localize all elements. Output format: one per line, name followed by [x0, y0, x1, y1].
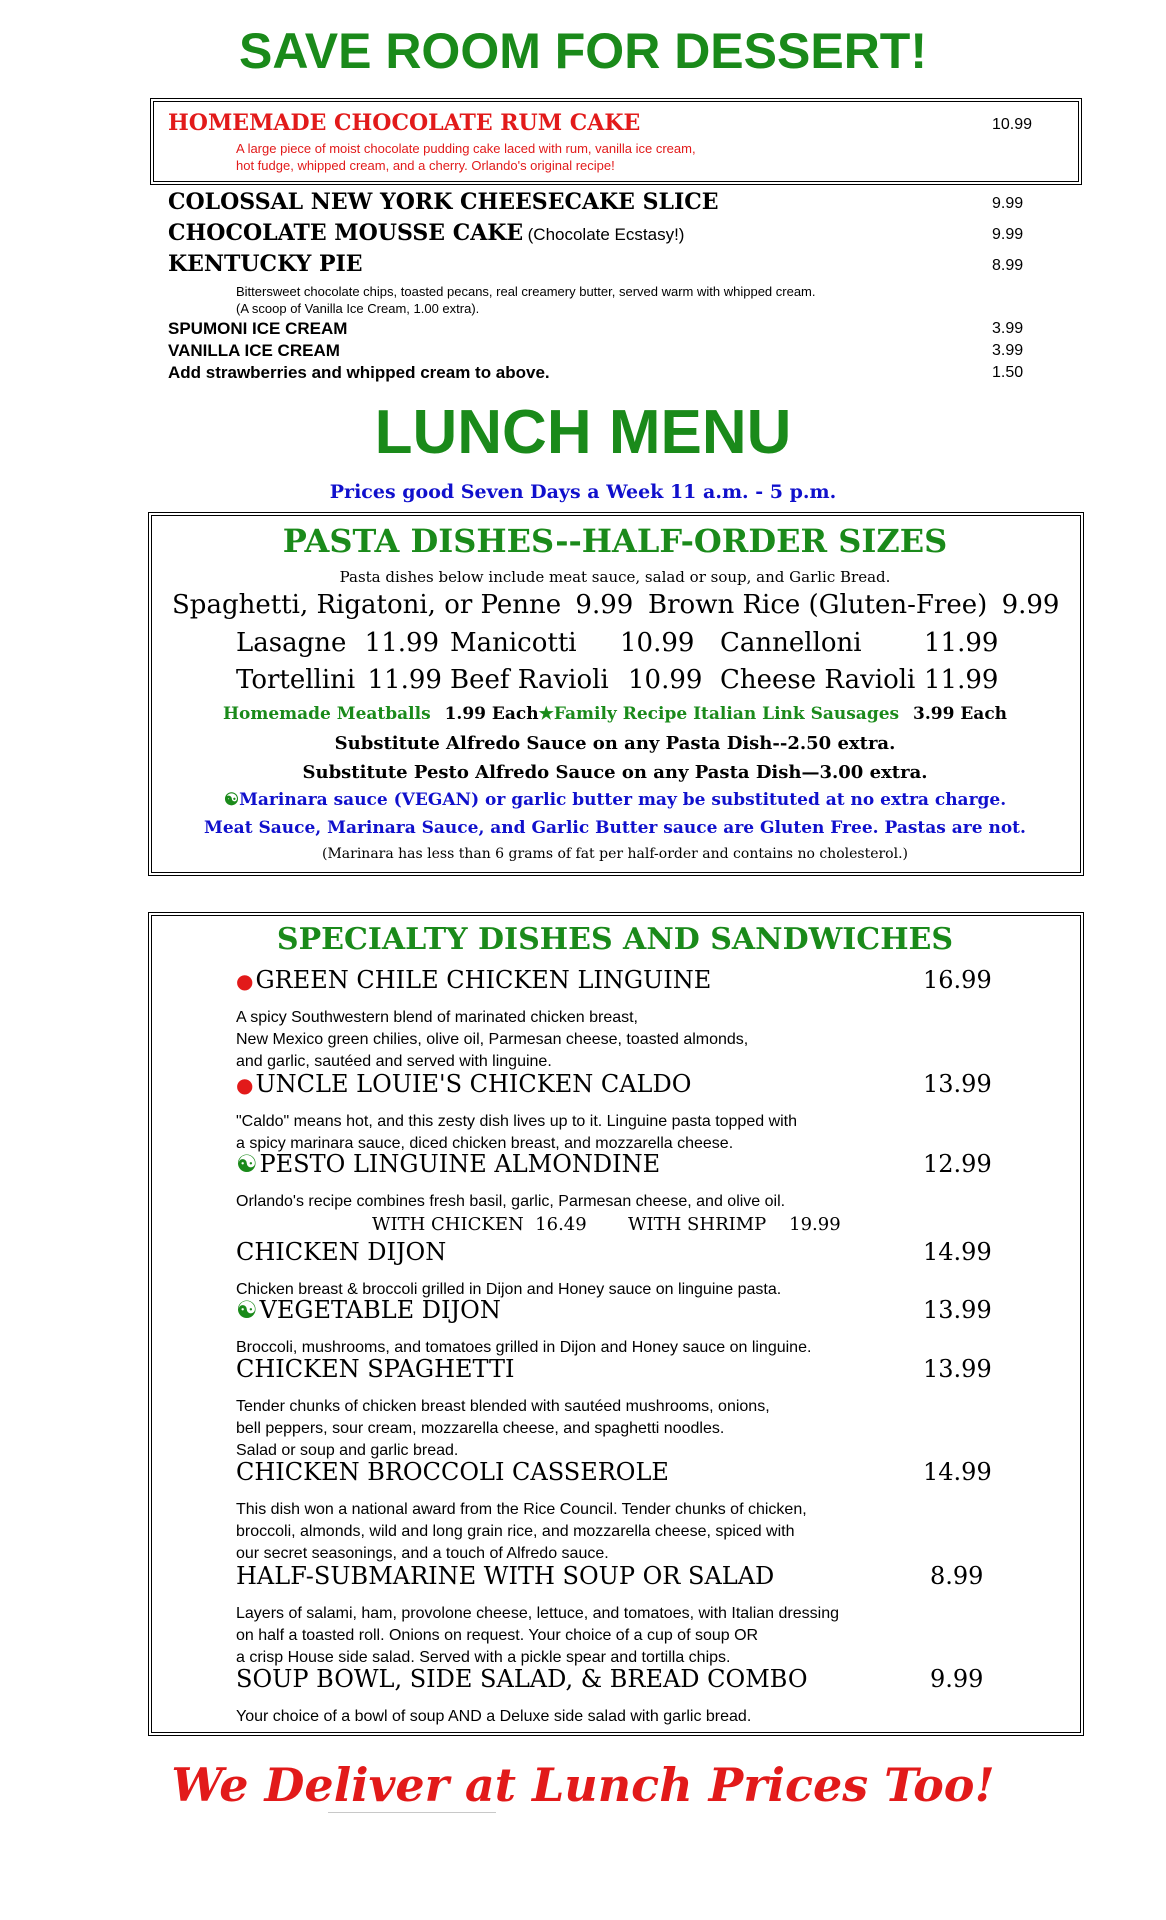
gluten-note: Meat Sauce, Marinara Sauce, and Garlic Butter sauce are Gluten Free. Pastas are not.	[204, 818, 1026, 838]
pasta-item	[236, 628, 439, 658]
specialty-item-price: 13.99	[923, 1355, 992, 1383]
specialty-item-desc: This dish won a national award from the Rice Council. Tender chunks of chicken,	[236, 1501, 807, 1518]
specialty-item-name: CHICKEN BROCCOLI CASSEROLE	[236, 1458, 669, 1486]
dessert-item-note: (Chocolate Ecstasy!)	[527, 225, 685, 244]
pasta-heading: PASTA DISHES--HALF-ORDER SIZES	[282, 522, 948, 560]
specialty-item-price: 8.99	[930, 1562, 984, 1590]
dessert-item-price: 8.99	[992, 257, 1024, 274]
pasta-item	[450, 665, 609, 695]
yin-yang-icon: ☯	[236, 1150, 258, 1178]
specialty-item-title	[236, 1070, 691, 1098]
pasta-name: Cannelloni	[720, 628, 862, 658]
hot-pepper-icon: ●	[236, 969, 254, 993]
pasta-name: Lasagne	[236, 628, 347, 658]
lunch-subtitle: Prices good Seven Days a Week 11 a.m. - 5 p.m.	[329, 481, 837, 503]
yin-yang-icon: ☯	[223, 790, 240, 810]
pasta-price: 11.99	[367, 665, 442, 695]
specialty-item-desc: A spicy Southwestern blend of marinated chicken breast,	[236, 1009, 638, 1026]
lunch-heading: LUNCH MENU	[374, 398, 792, 467]
dessert-small-price: 1.50	[992, 364, 1024, 381]
specialty-item-price: 9.99	[930, 1665, 984, 1693]
featured-dessert-desc-1: A large piece of moist chocolate pudding cake laced with rum, vanilla ice cream,	[236, 141, 696, 156]
specialty-item-title	[236, 1458, 669, 1486]
hot-pepper-icon: ●	[236, 1073, 254, 1097]
dessert-small-item: VANILLA ICE CREAM	[168, 341, 340, 360]
with-shrimp-option: WITH SHRIMP 19.99	[628, 1214, 841, 1235]
dessert-item-name: CHOCOLATE MOUSSE CAKE	[168, 220, 524, 246]
pasta-item	[720, 628, 862, 658]
pasta-item	[450, 628, 577, 658]
specialty-item-desc: Salad or soup and garlic bread.	[236, 1442, 459, 1459]
specialty-item-desc: and garlic, sautéed and served with linguine.	[236, 1053, 552, 1070]
specialty-item-desc: New Mexico green chilies, olive oil, Parmesan cheese, toasted almonds,	[236, 1031, 749, 1048]
specialty-item-desc: Orlando's recipe combines fresh basil, garlic, Parmesan cheese, and olive oil.	[236, 1193, 786, 1210]
dessert-item-price: 9.99	[992, 226, 1024, 243]
specialty-item-price: 12.99	[923, 1150, 992, 1178]
specialty-item-title	[236, 966, 711, 994]
specialty-item-name: CHICKEN SPAGHETTI	[236, 1355, 515, 1383]
fat-note: (Marinara has less than 6 grams of fat per half-order and contains no cholesterol.)	[321, 846, 908, 862]
pasta-price: 10.99	[620, 628, 695, 658]
specialty-item-name: HALF-SUBMARINE WITH SOUP OR SALAD	[236, 1562, 775, 1590]
specialty-item-desc: a crisp House side salad. Served with a pickle spear and tortilla chips.	[236, 1649, 731, 1666]
pasta-price: 10.99	[628, 665, 703, 695]
specialty-item-desc: Your choice of a bowl of soup AND a Deluxe side salad with garlic bread.	[236, 1708, 752, 1725]
pasta-name: Cheese Ravioli	[720, 665, 916, 695]
dessert-item-name: KENTUCKY PIE	[168, 251, 363, 277]
pasta-name: Tortellini	[236, 665, 356, 695]
dessert-small-item: SPUMONI ICE CREAM	[168, 319, 348, 338]
specialty-item-desc: Layers of salami, ham, provolone cheese, lettuce, and tomatoes, with Italian dressing	[236, 1605, 839, 1622]
meatball-sausage-line	[150, 704, 1080, 724]
specialty-item-desc: Broccoli, mushrooms, and tomatoes grilled in Dijon and Honey sauce on linguine.	[236, 1339, 812, 1356]
marinara-note	[150, 790, 1080, 810]
specialty-item-name: CHICKEN DIJON	[236, 1238, 447, 1266]
dessert-small-item: Add strawberries and whipped cream to above.	[168, 363, 550, 382]
specialty-item-price: 14.99	[923, 1458, 992, 1486]
star-icon: ★	[538, 704, 554, 724]
featured-dessert-price: 10.99	[992, 116, 1033, 133]
deliver-underline	[328, 1812, 496, 1813]
specialty-item-name: SOUP BOWL, SIDE SALAD, & BREAD COMBO	[236, 1665, 808, 1693]
specialty-item-title	[236, 1665, 808, 1693]
specialty-item-desc: "Caldo" means hot, and this zesty dish lives up to it. Linguine pasta topped with	[236, 1113, 798, 1130]
pasta-name: Manicotti	[450, 628, 577, 658]
specialty-item-title	[236, 1355, 515, 1383]
specialty-item-title	[236, 1296, 501, 1324]
pasta-price: 11.99	[924, 665, 999, 695]
pasta-row	[648, 590, 1059, 620]
specialty-item-price: 13.99	[923, 1070, 992, 1098]
specialty-item-price: 14.99	[923, 1238, 992, 1266]
specialty-item-desc: on half a toasted roll. Onions on request. Your choice of a cup of soup OR	[236, 1627, 759, 1644]
specialty-heading: SPECIALTY DISHES AND SANDWICHES	[276, 922, 954, 957]
pesto-note: Substitute Pesto Alfredo Sauce on any Pasta Dish—3.00 extra.	[302, 762, 928, 783]
specialty-item-price: 13.99	[923, 1296, 992, 1324]
specialty-item-title	[236, 1150, 660, 1178]
specialty-item-desc: bell peppers, sour cream, mozzarella cheese, and spaghetti noodles.	[236, 1420, 725, 1437]
specialty-item-desc: Chicken breast & broccoli grilled in Dijon and Honey sauce on linguine pasta.	[236, 1281, 782, 1298]
dessert-item	[168, 220, 684, 246]
specialty-item-name: GREEN CHILE CHICKEN LINGUINE	[255, 966, 712, 994]
featured-dessert-desc-2: hot fudge, whipped cream, and a cherry. Orlando's original recipe!	[236, 158, 615, 173]
pasta-intro: Pasta dishes below include meat sauce, salad or soup, and Garlic Bread.	[339, 568, 891, 586]
kentucky-desc-2: (A scoop of Vanilla Ice Cream, 1.00 extra).	[236, 301, 480, 316]
pasta-price: 11.99	[364, 628, 440, 658]
pasta-name: Brown Rice (Gluten-Free)	[648, 590, 988, 620]
sausages-label: Family Recipe Italian Link Sausages	[553, 704, 900, 724]
dessert-small-price: 3.99	[992, 342, 1024, 359]
specialty-item-name: PESTO LINGUINE ALMONDINE	[259, 1150, 661, 1178]
yin-yang-icon: ☯	[236, 1296, 258, 1324]
specialty-item-desc: broccoli, almonds, wild and long grain rice, and mozzarella cheese, spiced with	[236, 1523, 795, 1540]
kentucky-desc-1: Bittersweet chocolate chips, toasted pecans, real creamery butter, served warm with whipped cream.	[236, 284, 816, 299]
featured-dessert-name: HOMEMADE CHOCOLATE RUM CAKE	[168, 110, 641, 136]
alfredo-note: Substitute Alfredo Sauce on any Pasta Dish--2.50 extra.	[334, 733, 896, 754]
pasta-item	[236, 665, 442, 695]
meatballs-label: Homemade Meatballs	[222, 704, 431, 724]
pasta-name: Spaghetti, Rigatoni, or Penne	[172, 590, 562, 620]
pasta-price: 9.99	[575, 590, 634, 620]
with-chicken-option: WITH CHICKEN 16.49	[372, 1214, 587, 1235]
marinara-text: Marinara sauce (VEGAN) or garlic butter may be substituted at no extra charge.	[239, 790, 1007, 810]
specialty-item-price: 16.99	[923, 966, 992, 994]
dessert-heading: SAVE ROOM FOR DESSERT!	[238, 23, 927, 79]
specialty-item-name: VEGETABLE DIJON	[259, 1296, 501, 1324]
specialty-item-title	[236, 1562, 774, 1590]
dessert-small-price: 3.99	[992, 320, 1024, 337]
specialty-item-desc: our secret seasonings, and a touch of Alfredo sauce.	[236, 1545, 609, 1562]
specialty-item-desc: Tender chunks of chicken breast blended with sautéed mushrooms, onions,	[236, 1398, 770, 1415]
pasta-price: 11.99	[924, 628, 999, 658]
specialty-item-title	[236, 1238, 446, 1266]
pasta-row	[172, 590, 633, 620]
deliver-banner: We Deliver at Lunch Prices Too!	[171, 1758, 995, 1812]
specialty-item-desc: a spicy marinara sauce, diced chicken breast, and mozzarella cheese.	[236, 1135, 734, 1152]
pasta-item	[720, 665, 915, 695]
pasta-name: Beef Ravioli	[450, 665, 609, 695]
pasta-price: 9.99	[1001, 590, 1060, 620]
meatballs-price: 1.99 Each	[444, 704, 539, 724]
dessert-item-name: COLOSSAL NEW YORK CHEESECAKE SLICE	[168, 189, 719, 215]
dessert-item-price: 9.99	[992, 195, 1024, 212]
specialty-item-name: UNCLE LOUIE'S CHICKEN CALDO	[255, 1070, 692, 1098]
sausages-price: 3.99 Each	[913, 704, 1008, 724]
